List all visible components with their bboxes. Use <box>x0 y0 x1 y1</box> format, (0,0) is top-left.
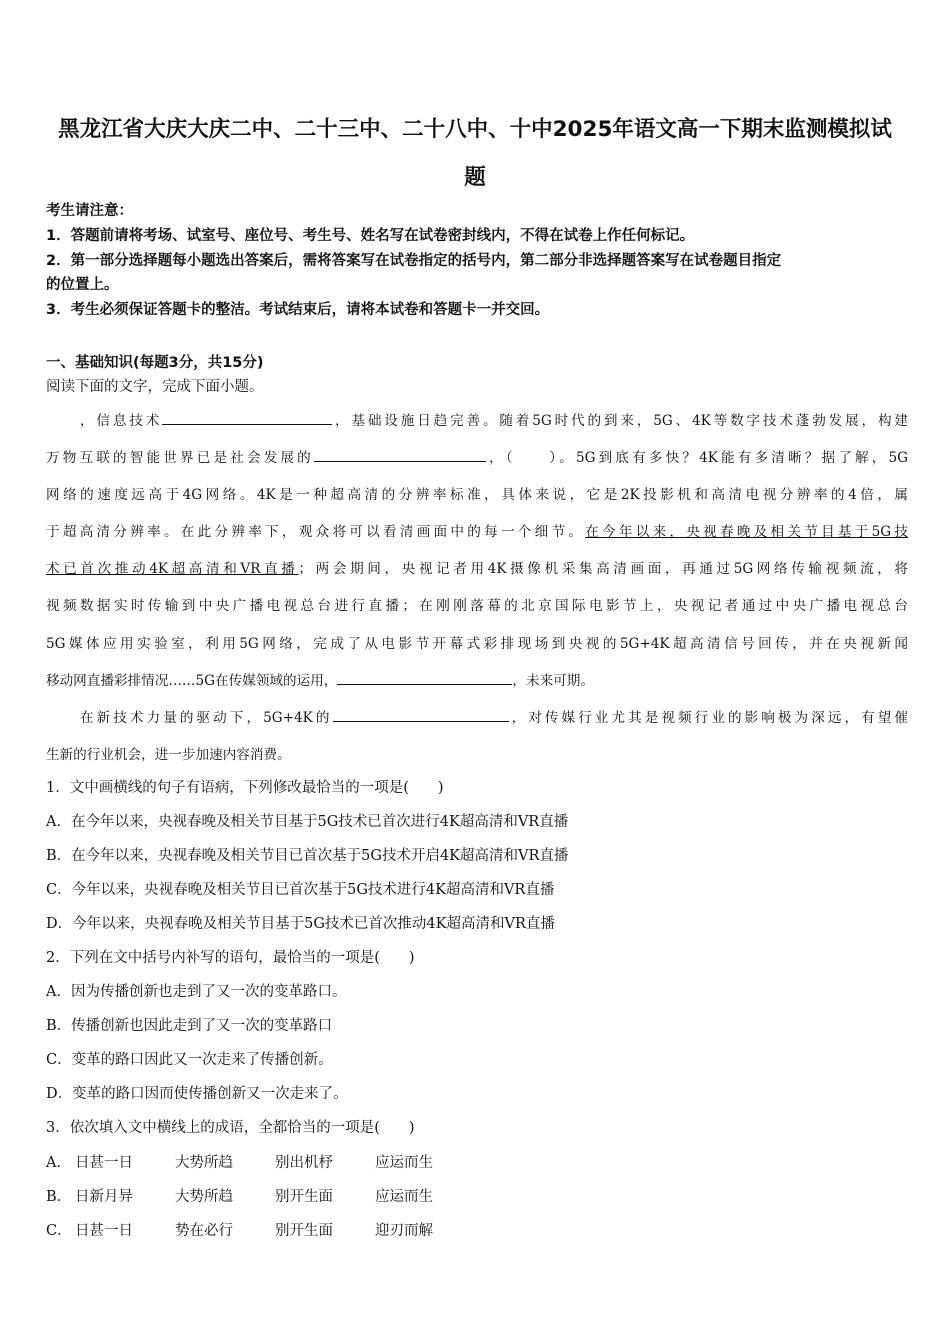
passage-line-6: 视频数据实时传输到中央广播电视总台进行直播；在刚刚落幕的北京国际电影节上，央视记者通过中央广播电视总台 <box>46 598 908 614</box>
question-2-option-d[interactable]: D．变革的路口因而使传播创新又一次走来了。 <box>46 1086 348 1102</box>
passage-text: ，对传媒行业尤其是视频行业的影响极为深远，有望催 <box>508 710 909 726</box>
passage-line-8 <box>46 669 908 689</box>
idiom: 迎刃而解 <box>375 1223 433 1239</box>
idiom: 势在必行 <box>175 1223 233 1239</box>
passage-text: 在新技术力量的驱动下，5G+4K的 <box>80 710 333 726</box>
question-1-stem: 1．文中画横线的句子有语病，下列修改最恰当的一项是( ) <box>46 780 444 796</box>
question-2-option-a[interactable]: A．因为传播创新也走到了又一次的变革路口。 <box>46 984 347 1000</box>
idiom: 别开生面 <box>275 1189 333 1205</box>
idiom: 应运而生 <box>375 1189 433 1205</box>
question-1-option-a[interactable]: A．在今年以来，央视春晚及相关节目基于5G技术已首次进行4K超高清和VR直播 <box>46 814 569 830</box>
passage-text: 万物互联的智能世界已是社会发展的 <box>46 450 314 466</box>
section-heading: 一、基础知识(每题3分，共15分) <box>46 355 264 371</box>
section-instruction: 阅读下面的文字，完成下面小题。 <box>46 379 264 395</box>
passage-line-7: 5G媒体应用实验室，利用5G网络，完成了从电影节开幕式彩排现场到央视的5G+4K超高清信号回传，并在央视新闻 <box>46 636 908 652</box>
idiom: 大势所趋 <box>175 1155 233 1171</box>
question-2-option-b[interactable]: B．传播创新也因此走到了又一次的变革路口 <box>46 1018 333 1034</box>
question-1-option-b[interactable]: B．在今年以来，央视春晚及相关节目已首次基于5G技术开启4K超高清和VR直播 <box>46 848 569 864</box>
passage-line-9 <box>46 706 908 726</box>
passage-line-1 <box>46 409 908 429</box>
idiom: 别开生面 <box>275 1223 333 1239</box>
idiom: 日甚一日 <box>75 1223 133 1239</box>
notice-item-2-cont: 的位置上。 <box>46 277 119 293</box>
fill-blank-2 <box>314 448 486 462</box>
idiom: 应运而生 <box>375 1155 433 1171</box>
idiom: 别出机杼 <box>275 1155 333 1171</box>
notice-item-2: 2．第一部分选择题每小题选出答案后，需将答案写在试卷指定的括号内，第二部分非选择题答案写在试卷题目指定 <box>46 253 782 269</box>
question-1-option-c[interactable]: C．今年以来，央视春晚及相关节目已首次基于5G技术进行4K超高清和VR直播 <box>46 882 555 898</box>
fill-blank-4 <box>333 708 509 722</box>
question-3-stem: 3．依次填入文中横线上的成语，全都恰当的一项是( ) <box>46 1120 415 1136</box>
passage-text: 移动网直播彩排情况……5G在传媒领域的运用， <box>46 673 338 689</box>
question-3-option-b[interactable] <box>46 1185 433 1206</box>
underlined-sentence-cont: 术已首次推动4K超高清和VR直播 <box>46 561 299 577</box>
idiom: 日新月异 <box>75 1189 133 1205</box>
passage-line-4 <box>46 520 908 540</box>
option-letter: C． <box>46 1223 72 1239</box>
passage-text: ，（ ）。5G到底有多快？4K能有多清晰？据了解，5G <box>485 450 909 466</box>
option-letter: A． <box>46 1155 71 1171</box>
passage-line-10: 生新的行业机会，进一步加速内容消费。 <box>46 747 291 763</box>
question-3-option-a[interactable] <box>46 1151 433 1172</box>
option-letter: B． <box>46 1189 72 1205</box>
underlined-sentence: 在今年以来，央视春晚及相关节目基于5G技 <box>585 524 908 540</box>
exam-title-line2: 题 <box>464 165 486 190</box>
passage-text: ，信息技术 <box>80 413 163 429</box>
question-1-option-d[interactable]: D．今年以来，央视春晚及相关节目基于5G技术已首次推动4K超高清和VR直播 <box>46 916 555 932</box>
passage-line-3: 网络的速度远高于4G网络。4K是一种超高清的分辨率标准，具体来说，它是2K投影机和高清电视分辨率的4倍，属 <box>46 487 908 503</box>
notice-item-3: 3．考生必须保证答题卡的整洁。考试结束后，请将本试卷和答题卡一并交回。 <box>46 302 550 318</box>
passage-text: ；两会期间，央视记者用4K摄像机采集高清画面，再通过5G网络传输视频流，将 <box>298 561 909 577</box>
question-2-stem: 2．下列在文中括号内补写的语句，最恰当的一项是( ) <box>46 950 415 966</box>
notice-heading: 考生请注意： <box>46 203 133 219</box>
passage-text: ，未来可期。 <box>512 673 594 689</box>
fill-blank-3 <box>337 671 512 685</box>
idiom: 日甚一日 <box>75 1155 133 1171</box>
question-3-option-c[interactable] <box>46 1219 433 1240</box>
exam-title-line1: 黑龙江省大庆大庆二中、二十三中、二十八中、十中2025年语文高一下期末监测模拟试 <box>58 117 892 142</box>
notice-item-1: 1．答题前请将考场、试室号、座位号、考生号、姓名写在试卷密封线内，不得在试卷上作任何标记。 <box>46 228 695 244</box>
passage-line-5 <box>46 557 908 577</box>
passage-line-2 <box>46 446 908 466</box>
idiom: 大势所趋 <box>175 1189 233 1205</box>
question-2-option-c[interactable]: C．变革的路口因此又一次走来了传播创新。 <box>46 1052 333 1068</box>
passage-text: ，基础设施日趋完善。随着5G时代的到来，5G、4K等数字技术蓬勃发展，构建 <box>332 413 909 429</box>
passage-text: 于超高清分辨率。在此分辨率下，观众将可以看清画面中的每一个细节。 <box>46 524 586 540</box>
fill-blank-1 <box>162 411 332 425</box>
